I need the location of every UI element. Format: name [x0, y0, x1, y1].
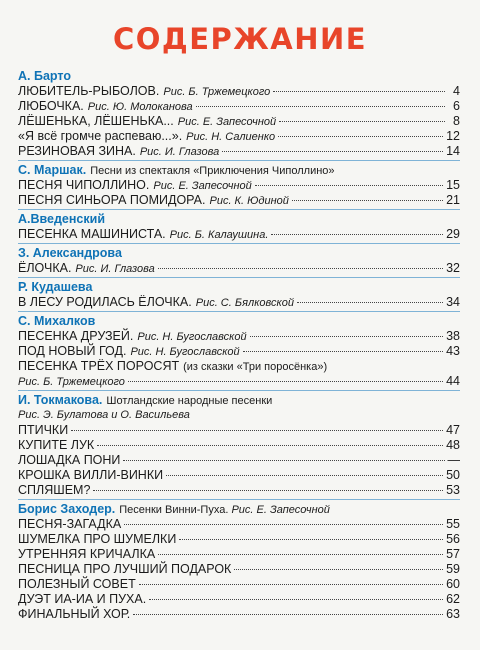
section-author — [18, 163, 460, 178]
dot-leader — [255, 185, 443, 186]
page-number: 50 — [446, 468, 460, 482]
toc-entry[interactable] — [18, 592, 460, 607]
section-note — [90, 165, 334, 177]
entry-title: ПЕСЕНКА ДРУЗЕЙ. — [18, 329, 134, 343]
page-number: 56 — [446, 532, 460, 546]
section-author — [18, 314, 460, 329]
page-number: 63 — [446, 607, 460, 621]
page-number: 32 — [446, 261, 460, 275]
dot-leader — [158, 268, 443, 269]
page-number: 4 — [453, 84, 460, 98]
entry-title: КРОШКА ВИЛЛИ-ВИНКИ — [18, 468, 164, 482]
page-number: 6 — [453, 99, 460, 113]
page-number: 48 — [446, 438, 460, 452]
entry-title: ЛЁШЕНЬКА, ЛЁШЕНЬКА... — [18, 114, 174, 128]
dot-leader — [292, 200, 443, 201]
author-name: Борис Заходер. — [18, 502, 116, 516]
entry-title: РЕЗИНОВАЯ ЗИНА. — [18, 144, 136, 158]
toc-entry[interactable] — [18, 144, 460, 159]
dot-leader — [166, 475, 443, 476]
entry-illustrator: Рис. И. Глазова — [139, 146, 220, 158]
section-note-text: Шотландские народные песенки — [106, 395, 273, 407]
dot-leader — [93, 490, 443, 491]
toc-entry[interactable] — [18, 547, 460, 562]
entry-title: СПЛЯШЕМ? — [18, 483, 91, 497]
entry-title: ЁЛОЧКА. — [18, 261, 72, 275]
toc-entry[interactable] — [18, 438, 460, 453]
dot-leader — [139, 584, 443, 585]
entry-illustrator: Рис. С. Бялковской — [195, 297, 294, 309]
toc-entry[interactable] — [18, 483, 460, 498]
section-divider — [18, 499, 460, 500]
toc-entry[interactable] — [18, 99, 460, 114]
toc-entry[interactable] — [18, 129, 460, 144]
section-note — [106, 395, 272, 407]
page-number: 59 — [446, 562, 460, 576]
toc-entry[interactable] — [18, 359, 460, 374]
entry-illustrator: Рис. Е. Запесочной — [153, 180, 252, 192]
entry-title: ЛЮБИТЕЛЬ-РЫБОЛОВ. — [18, 84, 160, 98]
entry-illustrator: Рис. Н. Бугославской — [137, 331, 247, 343]
page-number: 12 — [446, 129, 460, 143]
dot-leader — [271, 234, 443, 235]
section-note-illustrator: Рис. Е. Запесочной — [228, 504, 330, 516]
toc-entry[interactable] — [18, 562, 460, 577]
page-number: 21 — [446, 193, 460, 207]
toc-entry[interactable] — [18, 517, 460, 532]
toc-entry[interactable] — [18, 227, 460, 242]
entry-title: ПТИЧКИ — [18, 423, 69, 437]
entry-illustrator: Рис. Н. Салиенко — [186, 131, 276, 143]
toc-entry[interactable] — [18, 577, 460, 592]
page-number: 53 — [446, 483, 460, 497]
author-name: А. Барто — [18, 69, 71, 83]
section-note — [119, 504, 330, 516]
page-number: 14 — [446, 144, 460, 158]
section-author — [18, 393, 460, 408]
dot-leader — [71, 430, 443, 431]
dot-leader — [297, 302, 443, 303]
page-number: 38 — [446, 329, 460, 343]
toc-entry[interactable] — [18, 295, 460, 310]
toc-entry[interactable] — [18, 532, 460, 547]
entry-title: ШУМЕЛКА ПРО ШУМЕЛКИ — [18, 532, 177, 546]
toc-entry[interactable] — [18, 114, 460, 129]
entry-title: В ЛЕСУ РОДИЛАСЬ ЁЛОЧКА. — [18, 295, 192, 309]
dot-leader — [124, 524, 443, 525]
entry-illustrator: Рис. К. Юдиной — [209, 195, 289, 207]
toc-entry[interactable] — [18, 261, 460, 276]
dot-leader — [123, 460, 444, 461]
section-divider — [18, 160, 460, 161]
page-number: — — [447, 453, 460, 467]
illustrator-text: Рис. Э. Булатова и О. Васильева — [18, 409, 190, 421]
dot-leader — [128, 381, 443, 382]
entry-illustrator: Рис. Б. Калаушина. — [169, 229, 269, 241]
dot-leader — [222, 151, 443, 152]
author-name: Р. Кудашева — [18, 280, 93, 294]
entry-subtitle: (из сказки «Три поросёнка») — [183, 361, 328, 373]
page-number: 15 — [446, 178, 460, 192]
toc-entry[interactable] — [18, 453, 460, 468]
dot-leader — [149, 599, 443, 600]
page-number: 43 — [446, 344, 460, 358]
section-author — [18, 212, 460, 227]
entry-title: КУПИТЕ ЛУК — [18, 438, 95, 452]
entry-illustrator: Рис. Н. Бугославской — [130, 346, 240, 358]
dot-leader — [273, 91, 445, 92]
section-illustrator — [18, 408, 460, 423]
entry-illustrator: Рис. Б. Тржемецкого — [163, 86, 271, 98]
page-number: 44 — [446, 374, 460, 388]
dot-leader — [133, 614, 443, 615]
entry-title: ПЕСЕНКА МАШИНИСТА. — [18, 227, 166, 241]
toc-entry[interactable] — [18, 468, 460, 483]
dot-leader — [158, 554, 443, 555]
entry-title: ПЕСЕНКА ТРЁХ ПОРОСЯТ — [18, 359, 180, 373]
author-name: И. Токмакова. — [18, 393, 103, 407]
entry-title: ПЕСНИЦА ПРО ЛУЧШИЙ ПОДАРОК — [18, 562, 232, 576]
dot-leader — [250, 336, 444, 337]
entry-title: ФИНАЛЬНЫЙ ХОР. — [18, 607, 131, 621]
dot-leader — [179, 539, 443, 540]
entry-illustrator: Рис. Б. Тржемецкого — [18, 376, 125, 388]
page-number: 60 — [446, 577, 460, 591]
entry-illustrator: Рис. И. Глазова — [75, 263, 155, 275]
section-author — [18, 280, 460, 295]
entry-title: ЛЮБОЧКА. — [18, 99, 84, 113]
section-author — [18, 69, 460, 84]
toc-entry[interactable] — [18, 329, 460, 344]
entry-title: ПЕСНЯ СИНЬОРА ПОМИДОРА. — [18, 193, 206, 207]
entry-title: УТРЕННЯЯ КРИЧАЛКА — [18, 547, 156, 561]
page-number: 57 — [446, 547, 460, 561]
dot-leader — [97, 445, 443, 446]
toc-entry[interactable] — [18, 84, 460, 99]
section-divider — [18, 209, 460, 210]
entry-title: ПОЛЕЗНЫЙ СОВЕТ — [18, 577, 136, 591]
section-note-text: Песенки Винни-Пуха. — [119, 504, 229, 516]
section-note-text: Песни из спектакля «Приключения Чиполлино» — [90, 165, 335, 177]
toc-entry[interactable] — [18, 193, 460, 208]
section-author — [18, 502, 460, 517]
author-name: С. Маршак. — [18, 163, 87, 177]
toc-entry-continued[interactable] — [18, 374, 460, 389]
page-title: СОДЕРЖАНИЕ — [112, 22, 368, 56]
entry-illustrator: Рис. Ю. Молоканова — [87, 101, 193, 113]
toc-entry[interactable] — [18, 607, 460, 622]
entry-title: ПЕСНЯ ЧИПОЛЛИНО. — [18, 178, 150, 192]
section-divider — [18, 390, 460, 391]
section-author — [18, 246, 460, 261]
section-divider — [18, 277, 460, 278]
entry-title: ПОД НОВЫЙ ГОД. — [18, 344, 127, 358]
table-of-contents — [18, 69, 460, 622]
toc-entry[interactable] — [18, 178, 460, 193]
page-number: 55 — [446, 517, 460, 531]
toc-entry[interactable] — [18, 423, 460, 438]
dot-leader — [278, 136, 443, 137]
page-number: 34 — [446, 295, 460, 309]
entry-title: ЛОШАДКА ПОНИ — [18, 453, 121, 467]
page-number: 29 — [446, 227, 460, 241]
page-number: 62 — [446, 592, 460, 606]
dot-leader — [196, 106, 445, 107]
entry-illustrator: Рис. Е. Запесочной — [177, 116, 277, 128]
entry-title: «Я всё громче распеваю...». — [18, 129, 183, 143]
dot-leader — [234, 569, 443, 570]
section-divider — [18, 311, 460, 312]
toc-entry[interactable] — [18, 344, 460, 359]
dot-leader — [279, 121, 445, 122]
section-divider — [18, 243, 460, 244]
dot-leader — [243, 351, 443, 352]
entry-title: ПЕСНЯ-ЗАГАДКА — [18, 517, 122, 531]
page-number: 8 — [453, 114, 460, 128]
author-name: З. Александрова — [18, 246, 122, 260]
page-number: 47 — [446, 423, 460, 437]
entry-title: ДУЭТ ИА-ИА И ПУХА. — [18, 592, 147, 606]
author-name: С. Михалков — [18, 314, 96, 328]
author-name: А.Введенский — [18, 212, 106, 226]
